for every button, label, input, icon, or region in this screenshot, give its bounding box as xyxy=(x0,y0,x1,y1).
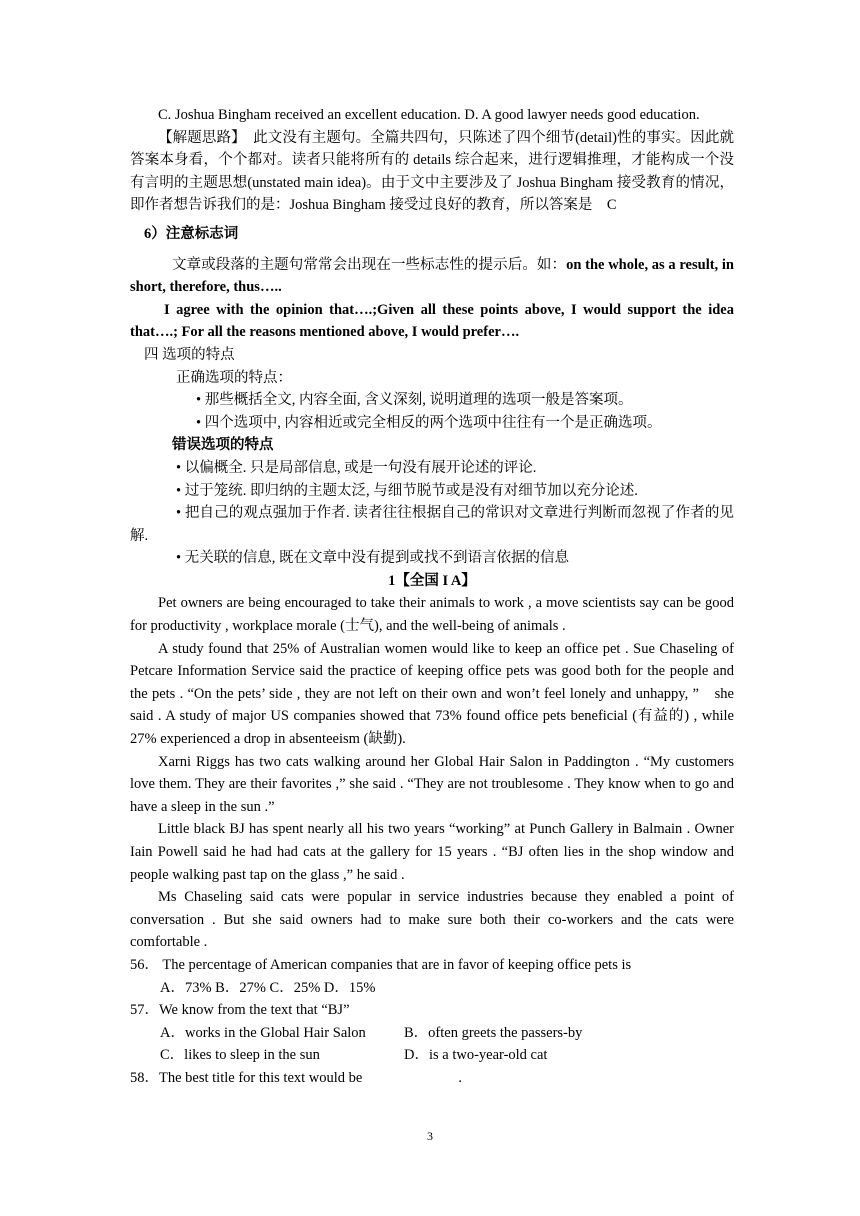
passage-paragraph: Xarni Riggs has two cats walking around her Global Hair Salon in Paddington . “My customers love them. They are their favorites ,” she said . “They are not troublesome . They know when to go and have a sleep in the sun .” xyxy=(130,753,734,815)
question-56-stem: 56． The percentage of American companies that are in favor of keeping office pets is xyxy=(130,956,632,973)
section-four-title: 四 选项的特点 xyxy=(144,346,235,363)
question-57-options-row-2 xyxy=(130,1044,734,1067)
passage-paragraph: A study found that 25% of Australian women would like to keep an office pet . Sue Chaseling of Petcare Information Service said the practice of keeping office pets was good both for the people and the pets . “On the pets’ side , they are not left on their own and won’t feel lonely and unhappy, ” she said . A study of major US companies showed that 73% found office pets beneficial (有益的) , while 27% experienced a drop in absenteeism (缺勤). xyxy=(130,640,734,748)
correct-option-item: • 四个选项中, 内容相近或完全相反的两个选项中往往有一个是正确选项。 xyxy=(196,414,662,431)
question-57-option-a: A．works in the Global Hair Salon xyxy=(160,1024,366,1041)
question-57-option-b: B．often greets the passers-by xyxy=(404,1024,583,1041)
question-57-option-c: C．likes to sleep in the sun xyxy=(160,1047,320,1064)
signal-words-examples: on the whole, as a result, in short, therefore, thus….. xyxy=(130,256,734,296)
passage-title: 1【全国 I A】 xyxy=(388,572,476,589)
wrong-option-item: • 过于笼统. 即归纳的主题太泛, 与细节脱节或是没有对细节加以充分论述. xyxy=(176,482,638,499)
question-58-text: 58．The best title for this text would be xyxy=(130,1069,363,1086)
signal-phrases-paragraph: I agree with the opinion that….;Given all these points above, I would support the idea that….; For all the reasons mentioned above, I would prefer…. xyxy=(130,301,734,341)
question-56-options: A．73% B．27% C．25% D．15% xyxy=(160,979,376,996)
passage-paragraph: Ms Chaseling said cats were popular in service industries because they enabled a point of conversation . But she said owners had to make sure both their co-workers and the cats were comfortable . xyxy=(130,889,734,951)
question-58-stem xyxy=(130,1067,734,1090)
signal-words-paragraph xyxy=(130,254,734,299)
correct-option-item: • 那些概括全文, 内容全面, 含义深刻, 说明道理的选项一般是答案项。 xyxy=(196,392,633,409)
passage-paragraph: Little black BJ has spent nearly all his two years “working” at Punch Gallery in Balmain . Owner Iain Powell said he had had cats at the gallery for 15 years . “BJ often lies in the shop window and people walking past tap on the glass ,” he said . xyxy=(130,821,734,883)
question-57-options-row-1 xyxy=(130,1022,734,1045)
page-content xyxy=(130,104,734,1090)
signal-words-text: 文章或段落的主题句常常会出现在一些标志性的提示后。如： xyxy=(172,256,567,273)
heading-signal-words: 6）注意标志词 xyxy=(144,225,239,242)
wrong-options-title: 错误选项的特点 xyxy=(172,437,274,454)
page-number: 3 xyxy=(427,1129,433,1143)
passage-paragraph: Pet owners are being encouraged to take their animals to work , a move scientists say can be good for productivity , workplace morale (士气), and the well-being of animals . xyxy=(130,595,734,635)
question-58-end: . xyxy=(458,1069,462,1086)
correct-options-title: 正确选项的特点： xyxy=(176,369,292,386)
question-57-option-d: D．is a two-year-old cat xyxy=(404,1047,548,1064)
question-57-stem: 57．We know from the text that “BJ” xyxy=(130,1002,350,1019)
wrong-option-item: • 把自己的观点强加于作者. 读者往往根据自己的常识对文章进行判断而忽视了作者的见解. xyxy=(130,505,734,544)
wrong-option-item: • 以偏概全. 只是局部信息, 或是一句没有展开论述的评论. xyxy=(176,459,537,476)
analysis-paragraph: 【解题思路】 此文没有主题句。全篇共四句，只陈述了四个细节(detail)性的事实。因此就答案本身看，个个都对。读者只能将所有的 details 综合起来，进行逻辑推理，才能构成一个没有言明的主题思想(unstated main idea)。由于文中主要涉及了 Joshua Bingham 接受教育的情况，即作者想告诉我们的是：Joshua Bingham 接受过良好的教育，所以答案是 C xyxy=(130,129,734,214)
option-line-cd: C. Joshua Bingham received an excellent education. D. A good lawyer needs good education. xyxy=(158,107,700,123)
wrong-option-item: • 无关联的信息, 既在文章中没有提到或找不到语言依据的信息 xyxy=(176,550,569,567)
